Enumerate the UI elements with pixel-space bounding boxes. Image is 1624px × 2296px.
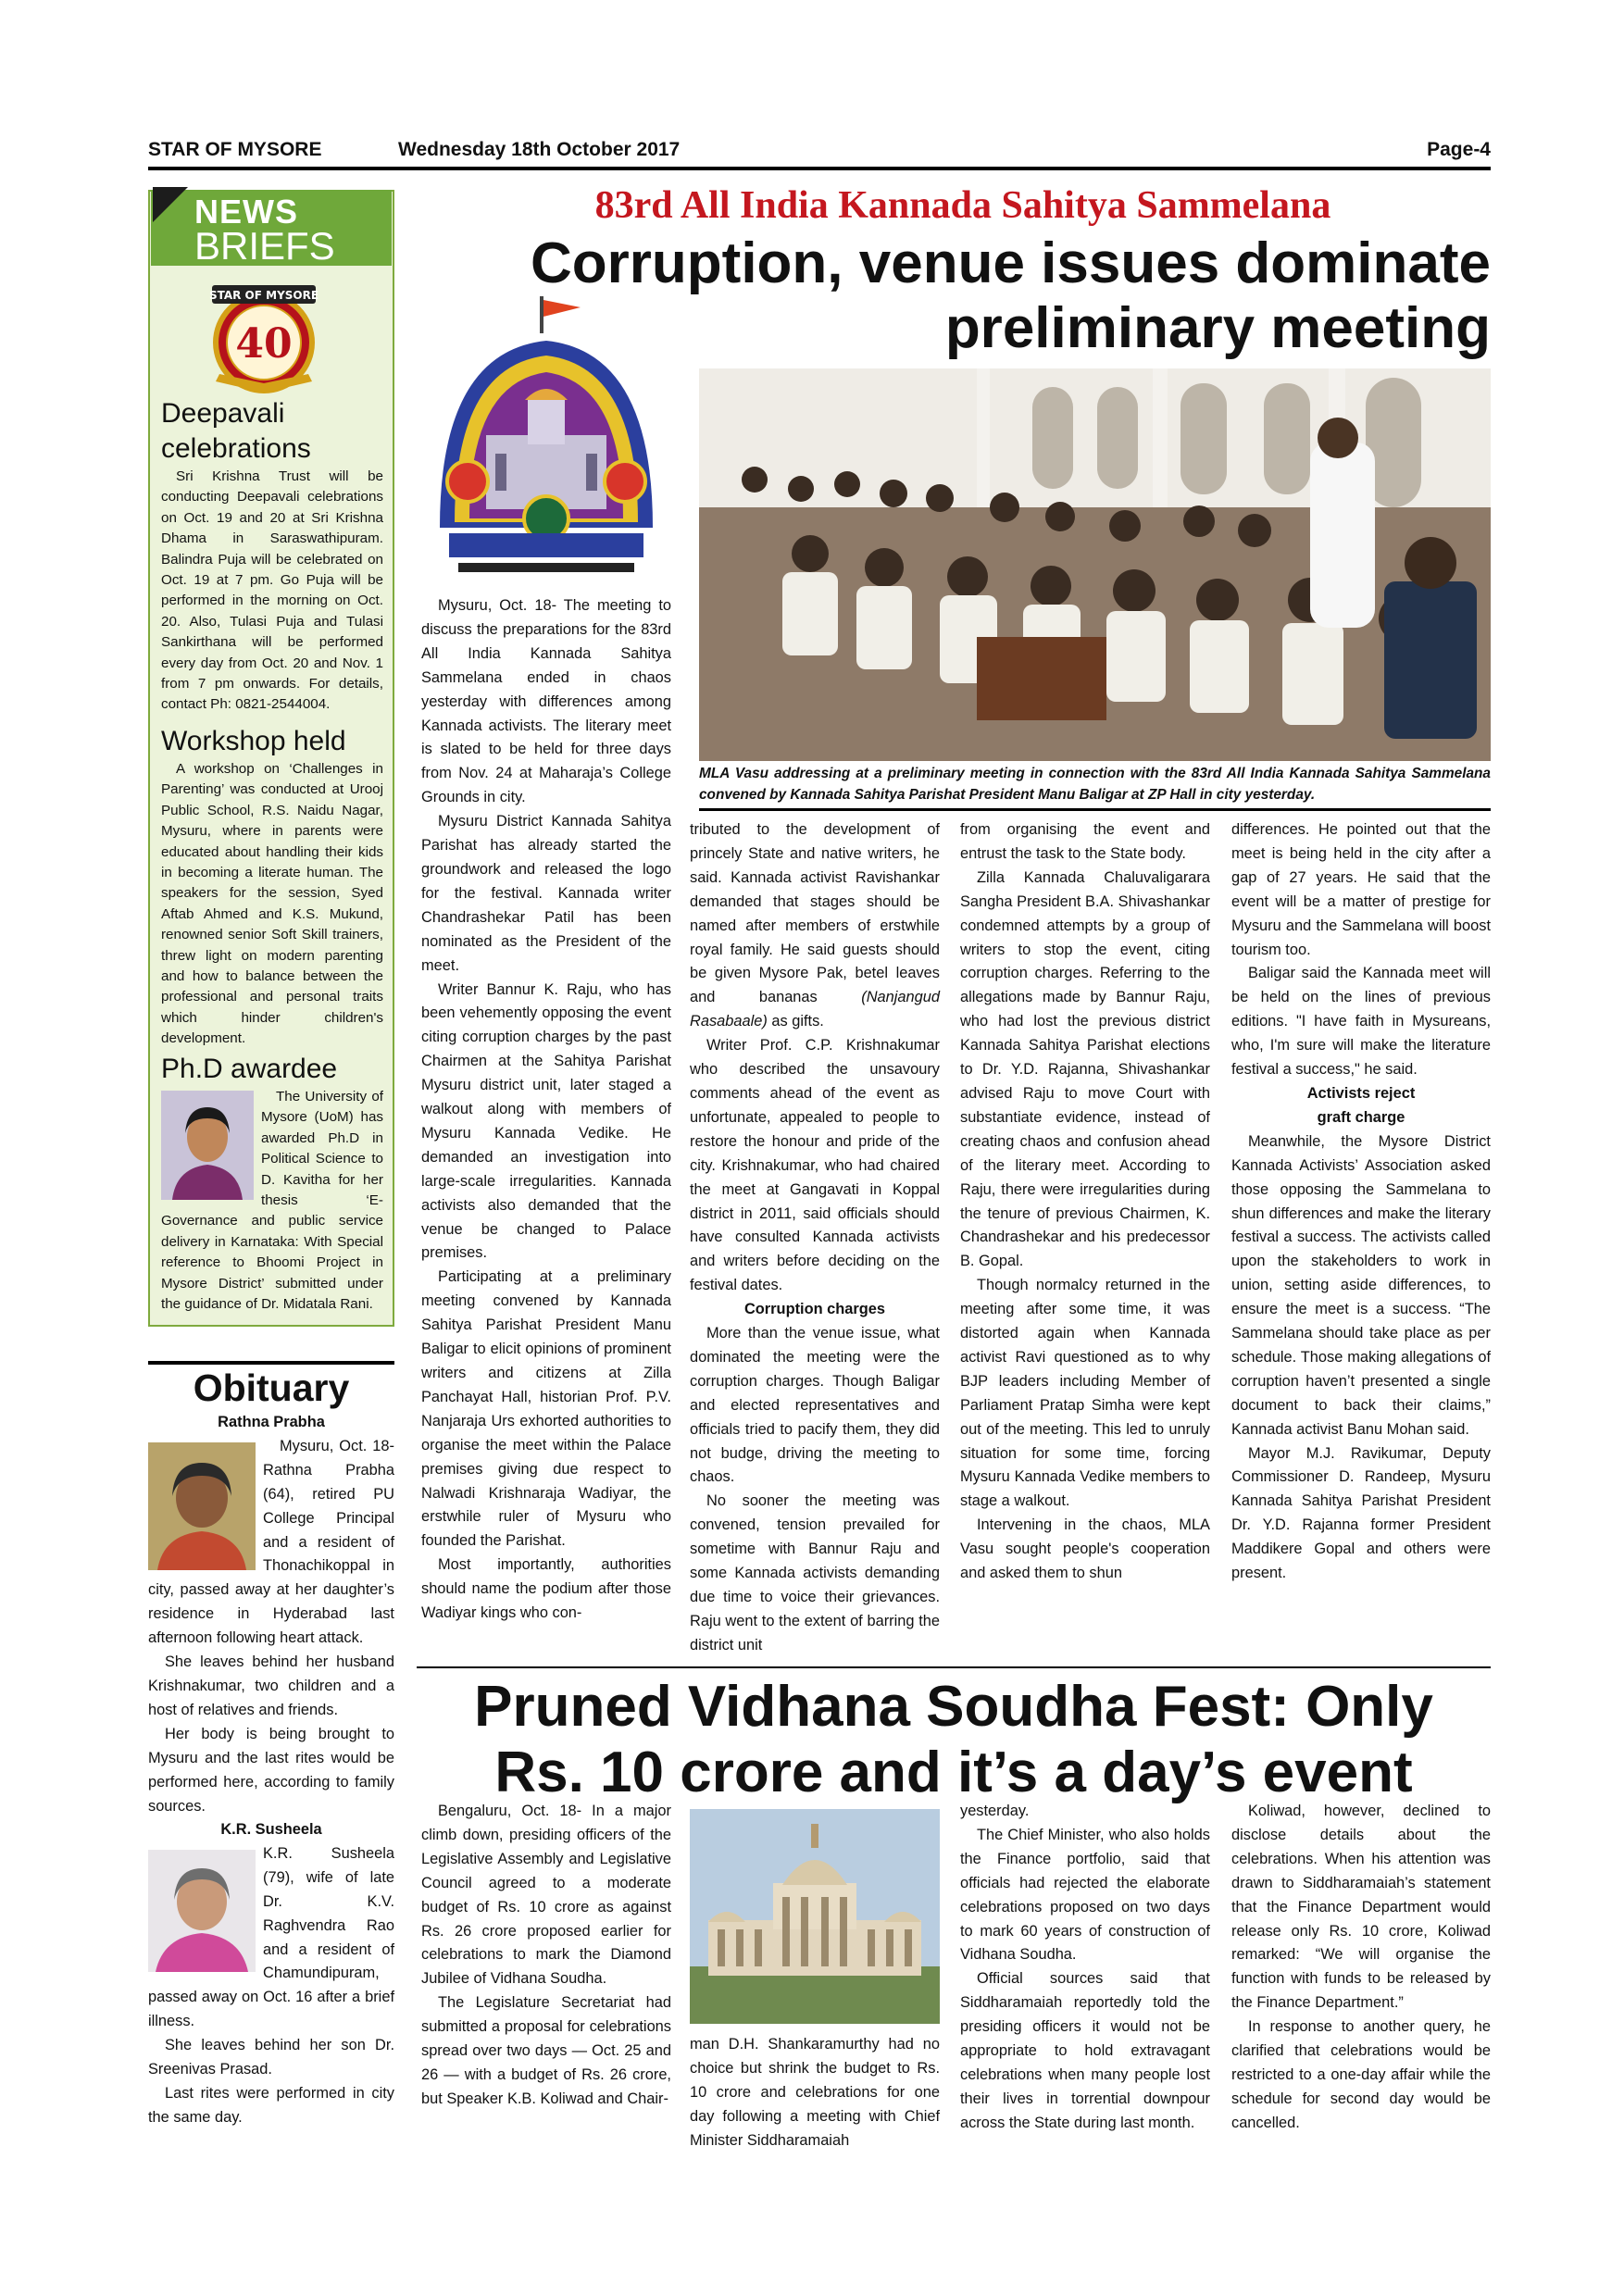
vidhana-soudha-photo: [690, 1809, 940, 2024]
obituary-name: K.R. Susheela: [220, 1821, 322, 1838]
story-paragraph: Participating at a preliminary meeting convened by Kannada Sahitya Parishat President Manu Baligar to elicit opinions of prominent writers and citizens at Zilla Panchayat Hall, historian Prof. P.V. Nanjaraja Urs exhorted authorities to organise the meet within the Palace premises giving due respect to Nalwadi Krishnaraja Wadiyar, the erstwhile ruler of Mysuru who founded the Parishat.: [421, 1268, 671, 1550]
sammelana-logo-emblem: [421, 296, 671, 583]
headline-line: Corruption, venue issues dominate: [531, 231, 1491, 295]
headline-line: Rs. 10 crore and it’s a day’s event: [494, 1741, 1413, 1804]
obituary-paragraph: Her body is being brought to Mysuru and the last rites would be performed here, according to family sources.: [148, 1725, 394, 1815]
story-paragraph: [690, 818, 940, 1034]
star-of-mysore-40-logo: [199, 278, 329, 398]
publication-name: STAR OF MYSORE: [148, 139, 322, 160]
obituary-rathna-prabha: [148, 1411, 394, 1818]
story-paragraph: Meanwhile, the Mysore District Kannada Activists’ Association asked those opposing the Sammelana to shun differences and make the literary festival a success. The activists called upon the stakeholders to work in union, setting aside differences, to ensure the meet is a success. “The Sammelana should take place as per schedule. Those making allegations of corruption haven’t presented a single document to back their claims,” Kannada activist Banu Mohan said.: [1231, 1132, 1491, 1438]
brief-workshop: [161, 724, 383, 1050]
story-paragraph: Mysuru, Oct. 18- The meeting to discuss the preparations for the 83rd All India Kannada Sahitya Sammelana ended in chaos yesterday with differences among Kannada activists. The literary meet is slated to be held for three days from Nov. 24 at Maharaja’s College Grounds in city.: [421, 597, 671, 806]
story-text: as gifts.: [767, 1013, 824, 1030]
rathna-prabha-portrait-photo: [148, 1442, 256, 1570]
story-paragraph: No sooner the meeting was convened, tension prevailed for sometime with Bannur Raju and some Kannada activists demanding due time to voice their grievances. Raju went to the extent of barring the district unit: [690, 1492, 940, 1653]
kavitha-portrait-photo: [161, 1091, 254, 1200]
story-subhead: graft charge: [1317, 1108, 1405, 1126]
story-paragraph: More than the venue issue, what dominated the meeting were the corruption charges. Though Baligar and elected representatives and officials tried to pacify them, they did not budge, driving the meeting to chaos.: [690, 1325, 940, 1486]
story-paragraph: In response to another query, he clarified that celebrations would be restricted to a one-day affair while the schedule for second day would be cancelled.: [1231, 2018, 1491, 2131]
story-paragraph: Intervening in the chaos, MLA Vasu sought people's cooperation and asked them to shun: [960, 1516, 1210, 1582]
photo-caption: MLA Vasu addressing at a preliminary meeting in connection with the 83rd All India Kannada Sahitya Sammelana convened by Kannada Sahitya Parishat President Manu Baligar at ZP Hall in city yesterday.: [699, 766, 1491, 803]
story-italic-text: (Nanjangud Rasabaale): [690, 989, 940, 1030]
obituary-paragraph: Mysuru, Oct. 18- Rathna Prabha (64), retired PU College Principal and a resident of Thonachikoppal in city, passed away at her daughter’s residence in Hyderabad last afternoon following heart attack.: [148, 1437, 394, 1647]
story1-column-1: [421, 594, 671, 1626]
logo-number: 40: [235, 320, 293, 368]
story1-column-3: [960, 818, 1210, 1586]
brief-body: Sri Krishna Trust will be conducting Deepavali celebrations on Oct. 19 and 20 at Sri Krishna Dhama in Saraswathipuram. Balindra Puja will be celebrated on Oct. 19 at 7 pm. Go Puja will be performed in the morning on Oct. 20. Also, Tulasi Puja and Tulasi Sankirthana will be performed every day from Oct. 20 and Nov. 1 from 7 pm onwards. For details, contact Ph: 0821-2544004.: [161, 468, 383, 713]
story1-column-4: [1231, 818, 1491, 1586]
story-subhead: Activists reject: [1306, 1084, 1416, 1102]
story-paragraph: yesterday.: [960, 1803, 1030, 1819]
obituary-title: Obituary: [148, 1361, 394, 1410]
story-paragraph: Most importantly, authorities should name the podium after those Wadiyar kings who con-: [421, 1556, 671, 1622]
brief-heading: Workshop held: [161, 726, 346, 756]
preliminary-meeting-photo: [699, 368, 1491, 761]
story-paragraph: The Chief Minister, who also holds the Finance portfolio, said that officials had rejected the elaborate celebrations proposed on two days to mark 60 years of construction of Vidhana Soudha.: [960, 1826, 1210, 1964]
story-paragraph: from organising the event and entrust the task to the State body.: [960, 821, 1210, 862]
story-paragraph: The Legislature Secretariat had submitted a proposal for celebrations spread over two days — Oct. 25 and 26 — with a budget of Rs. 26 crore, but Speaker K.B. Koliwad and Chair-: [421, 1994, 671, 2107]
story-paragraph: Though normalcy returned in the meeting after some time, it was distorted again when Kannada activist Ravi questioned as to why BJP leaders including Member of Parliament Pratap Simha were kept out of the meeting. This led to unruly situation for some time, forcing Mysuru Kannada Vedike members to stage a walkout.: [960, 1277, 1210, 1510]
brief-body: The University of Mysore (UoM) has awarded Ph.D in Political Science to D. Kavitha for her thesis ‘E-Governance and public service delivery in Karnataka: With Special reference to Bhoomi Project in Mysore District’ submitted under the guidance of Dr. Midatala Rani.: [161, 1089, 383, 1313]
story-paragraph: Baligar said the Kannada meet will be held on the lines of previous editions. "I have faith in Mysureans, who, I'm sure will make the literature festival a success," he said.: [1231, 965, 1491, 1079]
story-paragraph: Bengaluru, Oct. 18- In a major climb down, presiding officers of the Legislative Assembly and Legislative Council agreed to a moderate budget of Rs. 10 crore as against Rs. 26 crore proposed earlier for celebrations to mark the Diamond Jubilee of Vidhana Soudha.: [421, 1803, 671, 1988]
story2-column-3: [960, 1800, 1210, 2136]
obituary-paragraph: Last rites were performed in city the same day.: [148, 2084, 394, 2126]
news-briefs-title-top: NEWS: [194, 193, 298, 231]
page-number: Page-4: [1427, 139, 1491, 160]
story-divider: [417, 1666, 1491, 1668]
story-paragraph: man D.H. Shankaramurthy had no choice but shrink the budget to Rs. 10 crore and celebrations for one day following a meeting with Chief Minister Siddharamaiah: [690, 2036, 940, 2149]
story-paragraph: Zilla Kannada Chaluvaligarara Sangha President B.A. Shivashankar condemned attempts by a group of writers to stop the event, citing corruption charges. Referring to the allegations made by Bannur Raju, who had lost the previous district Kannada Sahitya Parishat elections to Dr. Y.D. Rajanna, Shivashankar advised Raju to move Court with substantiate evidence, instead of creating chaos and confusion ahead of the literary meet. According to Raju, there were irregularities during the tenure of previous Chairmen, K. Chandrashekar and his predecessor B. Gopal.: [960, 868, 1210, 1270]
story1-kicker: 83rd All India Kannada Sahitya Sammelana: [594, 184, 1331, 227]
caption-rule: [699, 808, 1491, 811]
obituary-paragraph: [148, 1842, 394, 2034]
brief-body: A workshop on ‘Challenges in Parenting’ was conducted at Urooj Public School, R.S. Naidu Nagar, Mysuru, where in parents were educated about handling their kids in becoming a literate human. The speakers for the session, Syed Aftab Ahmed and K.S. Mukund, renowned senior Soft Skill trainers, threw light on modern parenting and how to balance between the professional and personal traits which hinder children's development.: [161, 761, 383, 1047]
story-paragraph: Writer Bannur K. Raju, who has been vehemently opposing the event citing corruption charges by the past Chairmen at the Sahitya Parishat Mysuru district unit, later staged a walkout along with members of Mysuru Kannada Vedike. He demanded an investigation into large-scale irregularities. Kannada activists also demanded that the venue be changed to Palace premises.: [421, 980, 671, 1262]
news-briefs-title-bottom: BRIEFS: [194, 224, 335, 268]
headline-line: Pruned Vidhana Soudha Fest: Only: [474, 1675, 1433, 1739]
story-paragraph: Koliwad, however, declined to disclose details about the celebrations. When his attention was drawn to Siddharamaiah’s statement that the Finance Department would release only Rs. 10 crore, Koliwad remarked: “We will organise the function with funds to be released by the Finance Department.”: [1231, 1803, 1491, 2012]
story-subhead: Corruption charges: [743, 1301, 886, 1318]
headline-line: preliminary meeting: [944, 296, 1491, 360]
story-paragraph: Mysuru District Kannada Sahitya Parishat has already started the groundwork and released the logo for the festival. Kannada writer Chandrashekar Patil has been nominated as the President of the meet.: [421, 813, 671, 974]
story2-column-1: [421, 1800, 671, 2112]
story2-column-2: [690, 2033, 940, 2153]
brief-heading: Ph.D awardee: [161, 1054, 338, 1084]
story-paragraph: differences. He pointed out that the meet is being held in the city after a gap of 27 years. He said that the event will be a matter of prestige for Mysuru and the Sammelana will boost tourism too.: [1231, 821, 1491, 958]
logo-text: STAR OF MYSORE: [208, 289, 319, 302]
story-paragraph: Official sources said that Siddharamaiah reportedly told the presiding officers it would not be appropriate to hold extravagant celebrations when many people lost their lives in torrential downpour across the State during last month.: [960, 1970, 1210, 2131]
obituary-paragraph: She leaves behind her husband Krishnakumar, two children and a host of relatives and friends.: [148, 1653, 394, 1718]
masthead-rule: [148, 167, 1491, 170]
kr-susheela-portrait-photo: [148, 1850, 256, 1972]
story-paragraph: Writer Prof. C.P. Krishnakumar who described the unsavoury comments ahead of the event as unfortunate, appealed to people to restore the honour and pride of the city. Krishnakumar, who had chaired the meet at Gangavati in Koppal district in 2011, said officials should have consulted Kannada activists and writers before deciding on the festival dates.: [690, 1037, 940, 1294]
obituary-name: Rathna Prabha: [218, 1414, 325, 1430]
corner-mark: [153, 187, 188, 222]
obituary-kr-susheela: [148, 1818, 394, 2130]
story1-column-2: [690, 818, 940, 1658]
issue-date: Wednesday 18th October 2017: [398, 139, 681, 160]
brief-heading: Deepavali celebrations: [161, 398, 311, 464]
story-paragraph: Mayor M.J. Ravikumar, Deputy Commissioner D. Randeep, Mysuru Kannada Sahitya Parishat President Dr. Y.D. Rajanna former President Maddikere Gopal and others were present.: [1231, 1444, 1491, 1582]
brief-phd: [161, 1052, 383, 1315]
obituary-text: K.R. Susheela (79), wife of late Dr. K.V. Raghvendra Rao and a resident of Chamundipuram, passed away on Oct. 16 after a brief illness.: [148, 1844, 394, 2030]
masthead: [148, 139, 1491, 167]
story-text: tributed to the development of princely State and native writers, he said. Kannada activist Ravishankar demanded that stages should be named after members of erstwhile royal family. He said guests should be given Mysore Pak, betel leaves and bananas: [690, 821, 940, 1006]
obituary-paragraph: She leaves behind her son Dr. Sreenivas Prasad.: [148, 2037, 394, 2078]
story2-headline: [417, 1674, 1491, 1805]
story2-column-4: [1231, 1800, 1491, 2136]
brief-deepavali: [161, 396, 383, 716]
